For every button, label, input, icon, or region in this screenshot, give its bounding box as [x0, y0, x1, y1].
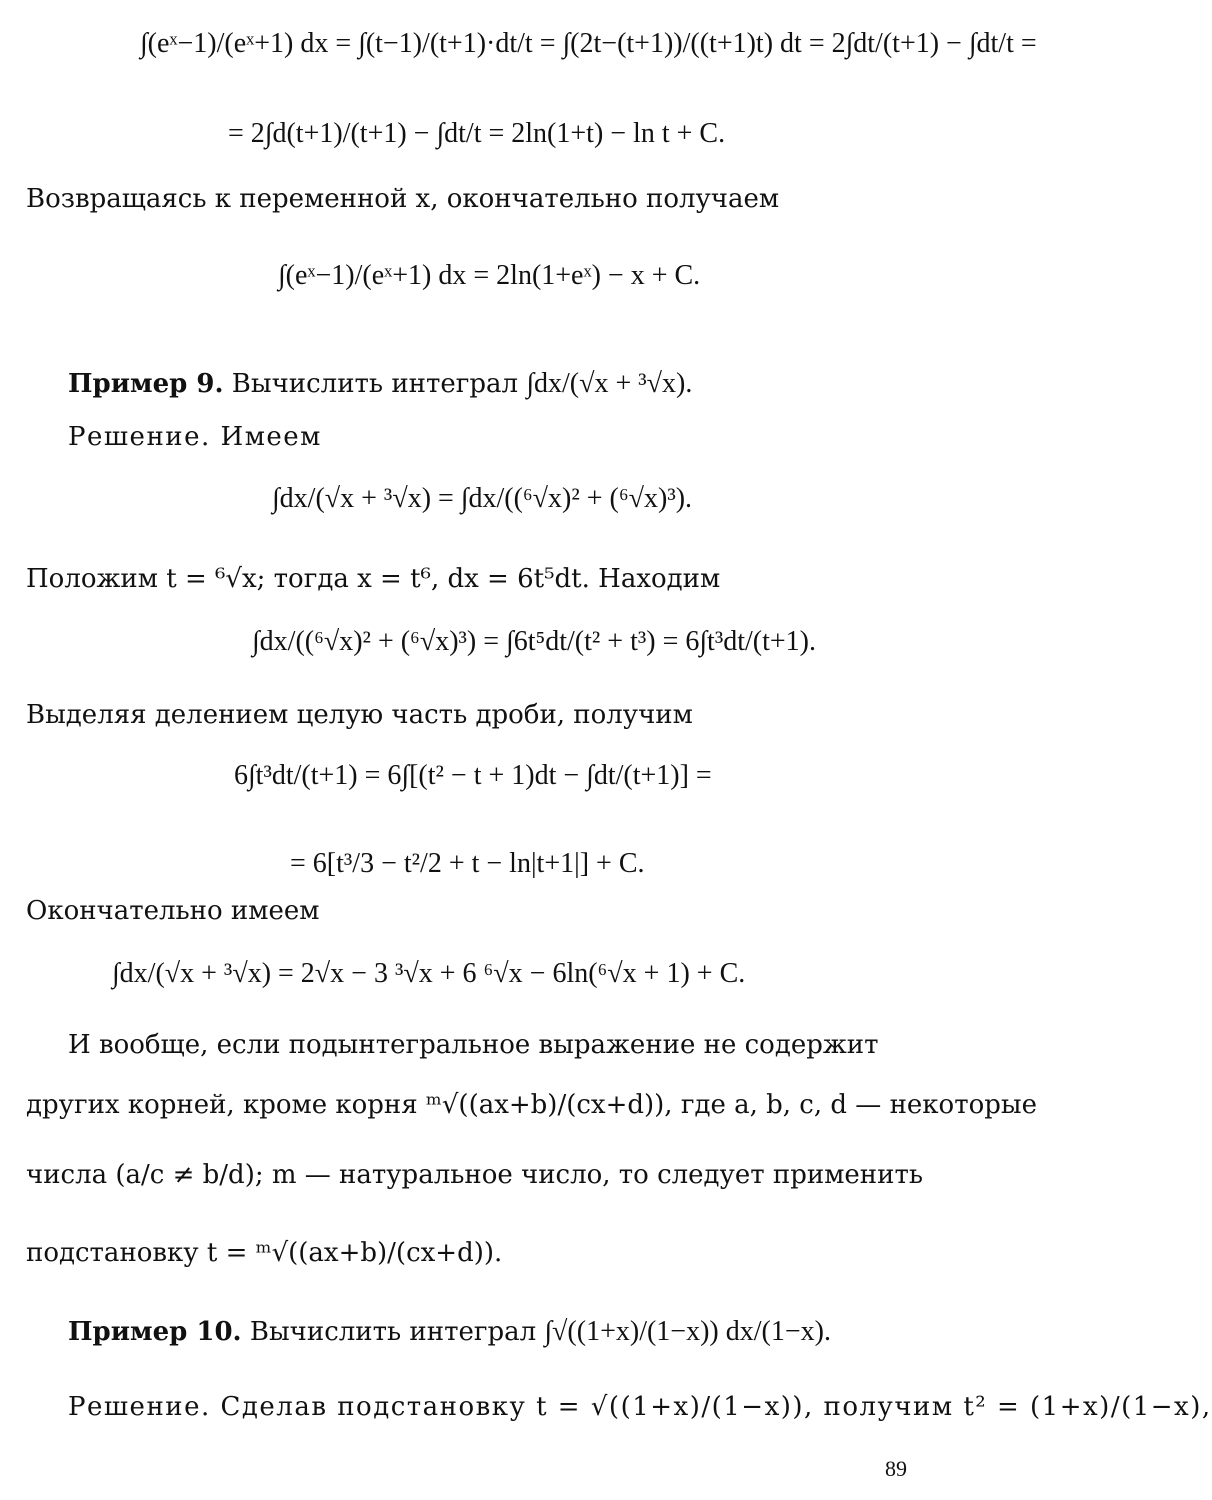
example-10-label: Пример 10. [68, 1317, 242, 1347]
equation-2: = 2∫d(t+1)/(t+1) − ∫dt/t = 2ln(1+t) − ln t + C. [228, 118, 726, 149]
general-line-3: числа (a/c ≠ b/d); m — натуральное число, то следует применить [26, 1160, 923, 1190]
equation-7: = 6[t³/3 − t²/2 + t − ln|t+1|] + C. [290, 848, 645, 879]
example-9-text: Вычислить интеграл [231, 369, 519, 399]
paragraph-divide: Выделяя делением целую часть дроби, получим [26, 700, 693, 730]
general-line-4: подстановку t = ᵐ√((ax+b)/(cx+d)). [26, 1238, 503, 1268]
example-9-integral: ∫dx/(√x + ³√x). [526, 368, 693, 399]
equation-5: ∫dx/((⁶√x)² + (⁶√x)³) = ∫6t⁵dt/(t² + t³) = 6∫t³dt/(t+1). [252, 626, 816, 657]
page-number: 89 [885, 1456, 907, 1481]
paragraph-substitution: Положим t = ⁶√x; тогда x = t⁶, dx = 6t⁵dt. Находим [26, 564, 721, 594]
example-10-integral: ∫√((1+x)/(1−x)) dx/(1−x). [544, 1316, 831, 1347]
equation-8: ∫dx/(√x + ³√x) = 2√x − 3 ³√x + 6 ⁶√x − 6ln(⁶√x + 1) + C. [112, 958, 746, 989]
example-10-heading [68, 1318, 831, 1346]
equation-4: ∫dx/(√x + ³√x) = ∫dx/((⁶√x)² + (⁶√x)³). [272, 483, 693, 514]
general-line-2: других корней, кроме корня ᵐ√((ax+b)/(cx+d)), где a, b, c, d — некоторые [26, 1090, 1037, 1120]
equation-6: 6∫t³dt/(t+1) = 6∫[(t² − t + 1)dt − ∫dt/(t+1)] = [234, 760, 712, 791]
example-9-label: Пример 9. [68, 369, 224, 399]
solution-10-line: Решение. Сделав подстановку t = √((1+x)/(1−x)), получим t² = (1+x)/(1−x), [68, 1392, 1212, 1422]
equation-3: ∫(eˣ−1)/(eˣ+1) dx = 2ln(1+eˣ) − x + C. [278, 260, 701, 291]
example-10-text: Вычислить интеграл [249, 1317, 537, 1347]
solution-9-intro: Решение. Имеем [68, 422, 322, 452]
equation-1: ∫(eˣ−1)/(eˣ+1) dx = ∫(t−1)/(t+1)·dt/t = ∫(2t−(t+1))/((t+1)t) dt = 2∫dt/(t+1) − ∫dt/t = [140, 28, 1037, 59]
paragraph-final: Окончательно имеем [26, 896, 320, 926]
paragraph-returning: Возвращаясь к переменной x, окончательно получаем [26, 184, 780, 214]
general-line-1: И вообще, если подынтегральное выражение не содержит [68, 1030, 879, 1060]
example-9-heading [68, 370, 692, 398]
